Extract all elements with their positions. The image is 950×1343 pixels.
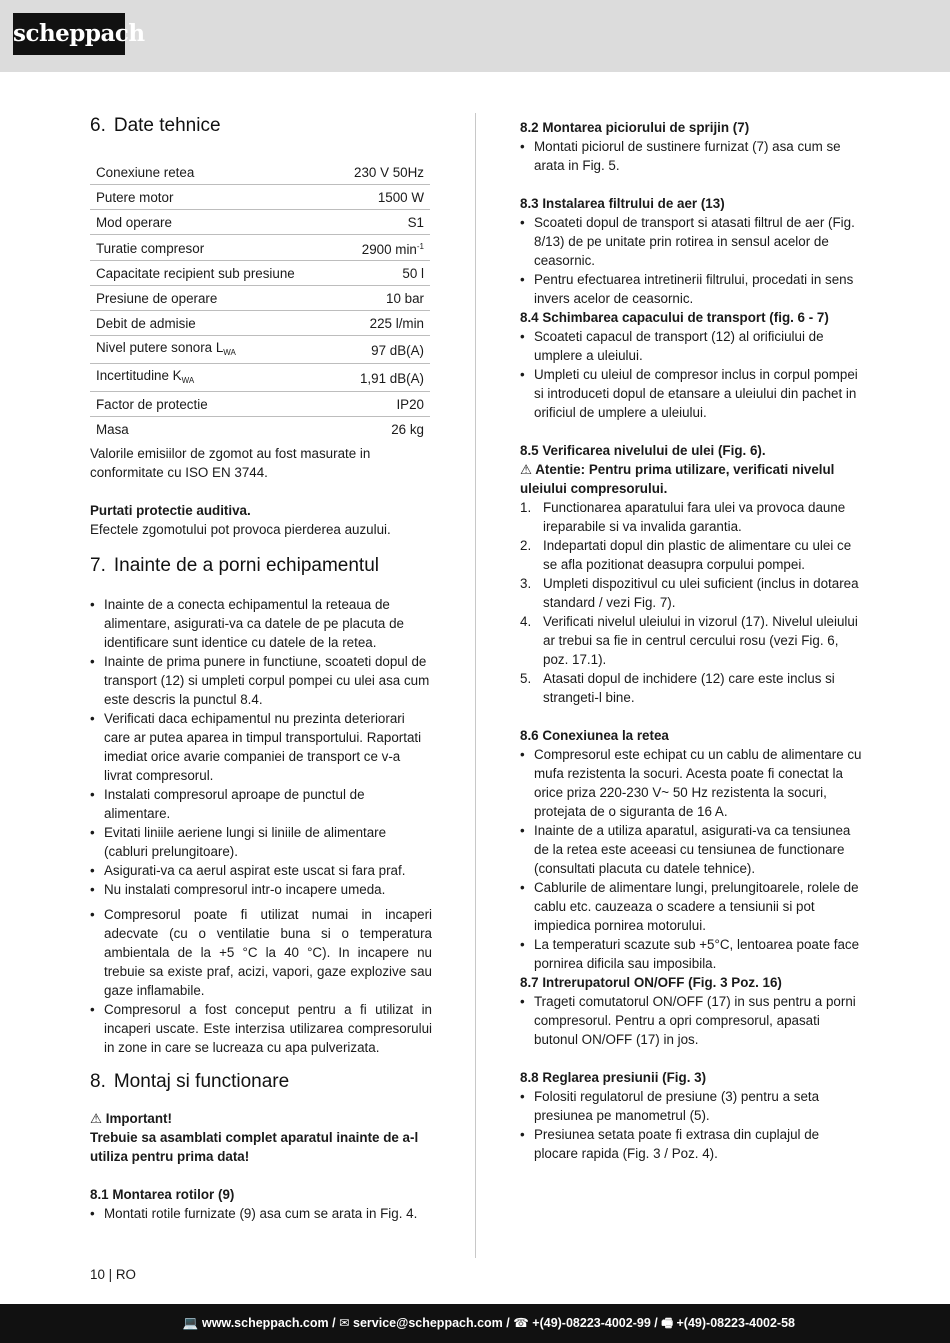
list-item: • Inainte de a utiliza aparatul, asigurati-va ca tensiunea de la retea este aceeasi cu tensiunea de functionare (consultati placuta cu datele tehnice). [520, 821, 865, 878]
spec-row [90, 311, 430, 336]
spec-value: IP20 [335, 392, 430, 417]
list-item: • Cablurile de alimentare lungi, prelungitoarele, rolele de cablu etc. cauzeaza o scadere a tensiunii si pot impiedica pornirea motorului. [520, 878, 865, 935]
hearing-protection-text: Efectele zgomotului pot provoca pierderea auzului. [90, 522, 391, 537]
important-text: Trebuie sa asamblati complet aparatul inainte de a-l utiliza pentru prima data! [90, 1130, 419, 1164]
spec-label: Masa [96, 422, 129, 437]
section-8-2-heading: 8.2 Montarea piciorului de sprijin (7) [520, 120, 750, 135]
list-item: • Evitati liniile aeriene lungi si liniile de alimentare (cabluri prelungitoare). [90, 823, 432, 861]
list-item: • Trageti comutatorul ON/OFF (17) in sus pentru a porni compresorul. Pentru a opri compresorul, apasati butonul ON/OFF (17) in jos. [520, 992, 865, 1049]
section-8-4-heading: 8.4 Schimbarea capacului de transport (fig. 6 - 7) [520, 310, 829, 325]
section-8-7-list [520, 992, 865, 1049]
spec-value: 26 kg [391, 422, 424, 437]
list-item: • Nu instalati compresorul intr-o incapere umeda. [90, 880, 432, 899]
section-8-6-heading: 8.6 Conexiunea la retea [520, 728, 669, 743]
list-item: • Umpleti cu uleiul de compresor inclus in corpul pompei si introduceti dopul de etansare a uleiului din pachet in orificiul de umplere a uleiului. [520, 365, 865, 422]
spec-value: 2900 $\min^{-1}$ [335, 235, 430, 261]
list-item: 2. Indepartati dopul din plastic de alimentare cu ulei ce se afla pozitionat deasupra corpului pompei. [520, 538, 852, 572]
spec-label: Turatie compresor [90, 235, 335, 261]
list-item: 3. Umpleti dispozitivul cu ulei suficient (inclus in dotarea standard / vezi Fig. 7). [520, 576, 859, 610]
spec-row [90, 210, 430, 235]
important-title: ⚠ Important! [90, 1111, 172, 1126]
list-item: • Instalati compresorul aproape de punctul de alimentare. [90, 785, 432, 823]
oil-warning: ⚠ Atentie: Pentru prima utilizare, verificati nivelul uleiului compresorului. [520, 462, 835, 496]
footer-bar: 💻 www.scheppach.com / ✉ service@scheppach.com / ☎ +(49)-08223-4002-99 / 🖷 +(49)-08223-4002-58 [0, 1304, 950, 1343]
spec-row [90, 364, 430, 392]
list-item: • Compresorul este echipat cu un cablu de alimentare cu mufa rezistenta la socuri. Acesta poate fi conectat la orice priza 220-230 V~ 50 Hz rezistenta la socuri, protejata de o siguranta de 16 A. [520, 745, 865, 821]
spec-row [90, 392, 430, 417]
list-item: • Asigurati-va ca aerul aspirat este uscat si fara praf. [90, 861, 432, 880]
spec-row [90, 286, 430, 311]
spec-label: Debit de admisie [90, 311, 335, 336]
section-8-7-heading: 8.7 Intrerupatorul ON/OFF (Fig. 3 Poz. 16) [520, 975, 782, 990]
list-item: • Inainte de prima punere in functiune, scoateti dopul de transport (12) si umpleti corpul pompei cu ulei asa cum este descris la punctul 8.4. [90, 652, 432, 709]
section-8-5-heading: 8.5 Verificarea nivelului de ulei (Fig. 6). [520, 443, 766, 458]
page-number: 10 | RO [90, 1267, 136, 1282]
phone-number: +(49)-08223-4002-99 [532, 1316, 651, 1330]
spec-value: 1,91 dB(A) [335, 364, 430, 392]
list-item: • Verificati daca echipamentul nu prezinta deteriorari care ar putea aparea in timpul transportului. Raportati imediat orice avarie companiei de transport ce v-a livrat compresorul. [90, 709, 432, 785]
spec-value: 1500 W [335, 185, 430, 210]
spec-row [90, 261, 430, 286]
column-divider [475, 113, 476, 1258]
list-item: • Presiunea setata poate fi extrasa din cuplajul de plocare rapida (Fig. 3 / Poz. 4). [520, 1125, 865, 1163]
spec-value: 225 l/min [335, 311, 430, 336]
section-8-6-list [520, 745, 865, 973]
list-item: 4. Verificati nivelul uleiului in vizorul (17). Nivelul uleiului ar trebui sa fie in centrul cercului rosu (vezi Fig. 6, poz. 17.1). [520, 614, 858, 667]
section-8-1-list [90, 1204, 432, 1223]
section-7-list [90, 595, 432, 899]
list-item: • Scoateti dopul de transport si atasati filtrul de aer (Fig. 8/13) de pe unitate prin rotirea in sensul acelor de ceasornic. [520, 213, 865, 270]
spec-row [90, 336, 430, 364]
list-item: • Pentru efectuarea intretinerii filtrului, procedati in sens invers acelor de ceasornic. [520, 270, 865, 308]
section-6-heading: 6. Date tehnice [90, 115, 221, 136]
section-7-heading: 7. Inainte de a porni echipamentul [90, 555, 379, 576]
section-8-2-list [520, 137, 865, 175]
section-8-4-list [520, 327, 865, 422]
website-link[interactable]: www.scheppach.com [201, 1316, 329, 1330]
top-bar [0, 0, 950, 72]
section-8-5-list [520, 498, 865, 707]
spec-label: Mod operare [90, 210, 335, 235]
spec-label: Nivel putere sonora $L_{WA}$ [90, 336, 335, 364]
spec-label: Factor de protectie [90, 392, 335, 417]
spec-label: Incertitudine $K_{WA}$ [90, 364, 335, 392]
right-column [520, 118, 865, 1163]
warning-icon: ⚠ [90, 1111, 103, 1126]
section-8-heading: 8. Montaj si functionare [90, 1071, 290, 1092]
list-item: • Scoateti capacul de transport (12) al orificiului de umplere a uleiului. [520, 327, 865, 365]
list-item: • Inainte de a conecta echipamentul la reteaua de alimentare, asigurati-va ca datele de pe placuta de identificare sunt identice cu datele de la retea. [90, 595, 432, 652]
spec-row [90, 235, 430, 261]
spec-table [90, 160, 430, 441]
section-8-1-heading: 8.1 Montarea rotilor (9) [90, 1187, 235, 1202]
spec-value: 97 dB(A) [335, 336, 430, 364]
list-item: • Folositi regulatorul de presiune (3) pentru a seta presiunea pe manometrul (5). [520, 1087, 865, 1125]
email-link[interactable]: service@scheppach.com [353, 1316, 503, 1330]
spec-value: S1 [335, 210, 430, 235]
scheppach-logo: scheppach [13, 13, 125, 55]
spec-label: Presiune de operare [90, 286, 335, 311]
section-8-3-list [520, 213, 865, 308]
warning-icon: ⚠ [520, 462, 533, 477]
emission-note: Valorile emisiilor de zgomot au fost masurate in conformitate cu ISO EN 3744. [90, 446, 371, 480]
list-item: 5. Atasati dopul de inchidere (12) care este inclus si strangeti-l bine. [520, 671, 835, 705]
list-item: • Montati piciorul de sustinere furnizat (7) asa cum se arata in Fig. 5. [520, 137, 865, 175]
spec-value: 10 bar [335, 286, 430, 311]
spec-value: 50 l [335, 261, 430, 286]
section-8-8-heading: 8.8 Reglarea presiunii (Fig. 3) [520, 1070, 707, 1085]
list-item: • La temperaturi scazute sub +5°C, lentoarea poate face pornirea dificila sau imposibila. [520, 935, 865, 973]
list-item: 1. Functionarea aparatului fara ulei va provoca daune ireparabile si va invalida garantia. [520, 500, 846, 534]
section-8-8-list [520, 1087, 865, 1163]
computer-icon: 💻 [182, 1316, 199, 1330]
section-7-list-2 [90, 905, 432, 1057]
spec-row [90, 417, 430, 442]
hearing-protection-title: Purtati protectie auditiva. [90, 503, 251, 518]
left-column [90, 112, 432, 1223]
fax-icon: 🖷 [661, 1316, 674, 1330]
list-item: • Compresorul a fost conceput pentru a fi utilizat in incaperi uscate. Este interzisa utilizarea compresorului in zone in care se lucreaza cu apa pulverizata. [90, 1000, 432, 1057]
mail-icon: ✉ [339, 1316, 350, 1330]
section-8-3-heading: 8.3 Instalarea filtrului de aer (13) [520, 196, 725, 211]
spec-row [90, 160, 430, 185]
spec-label: Capacitate recipient sub presiune [90, 261, 335, 286]
phone-icon: ☎ [513, 1316, 529, 1330]
list-item: • Montati rotile furnizate (9) asa cum se arata in Fig. 4. [90, 1204, 432, 1223]
list-item: • Compresorul poate fi utilizat numai in incaperi adecvate (cu o ventilatie buna si o temperatura ambientala de la +5 °C la 40 °C). In incapere nu trebuie sa existe praf, acizi, vapori, gaze explozive sau gaze inflamabile. [90, 905, 432, 1000]
spec-label: Conexiune retea [90, 160, 335, 185]
spec-label: Putere motor [90, 185, 335, 210]
spec-row [90, 185, 430, 210]
fax-number: +(49)-08223-4002-58 [676, 1316, 795, 1330]
spec-value: 230 V 50Hz [335, 160, 430, 185]
